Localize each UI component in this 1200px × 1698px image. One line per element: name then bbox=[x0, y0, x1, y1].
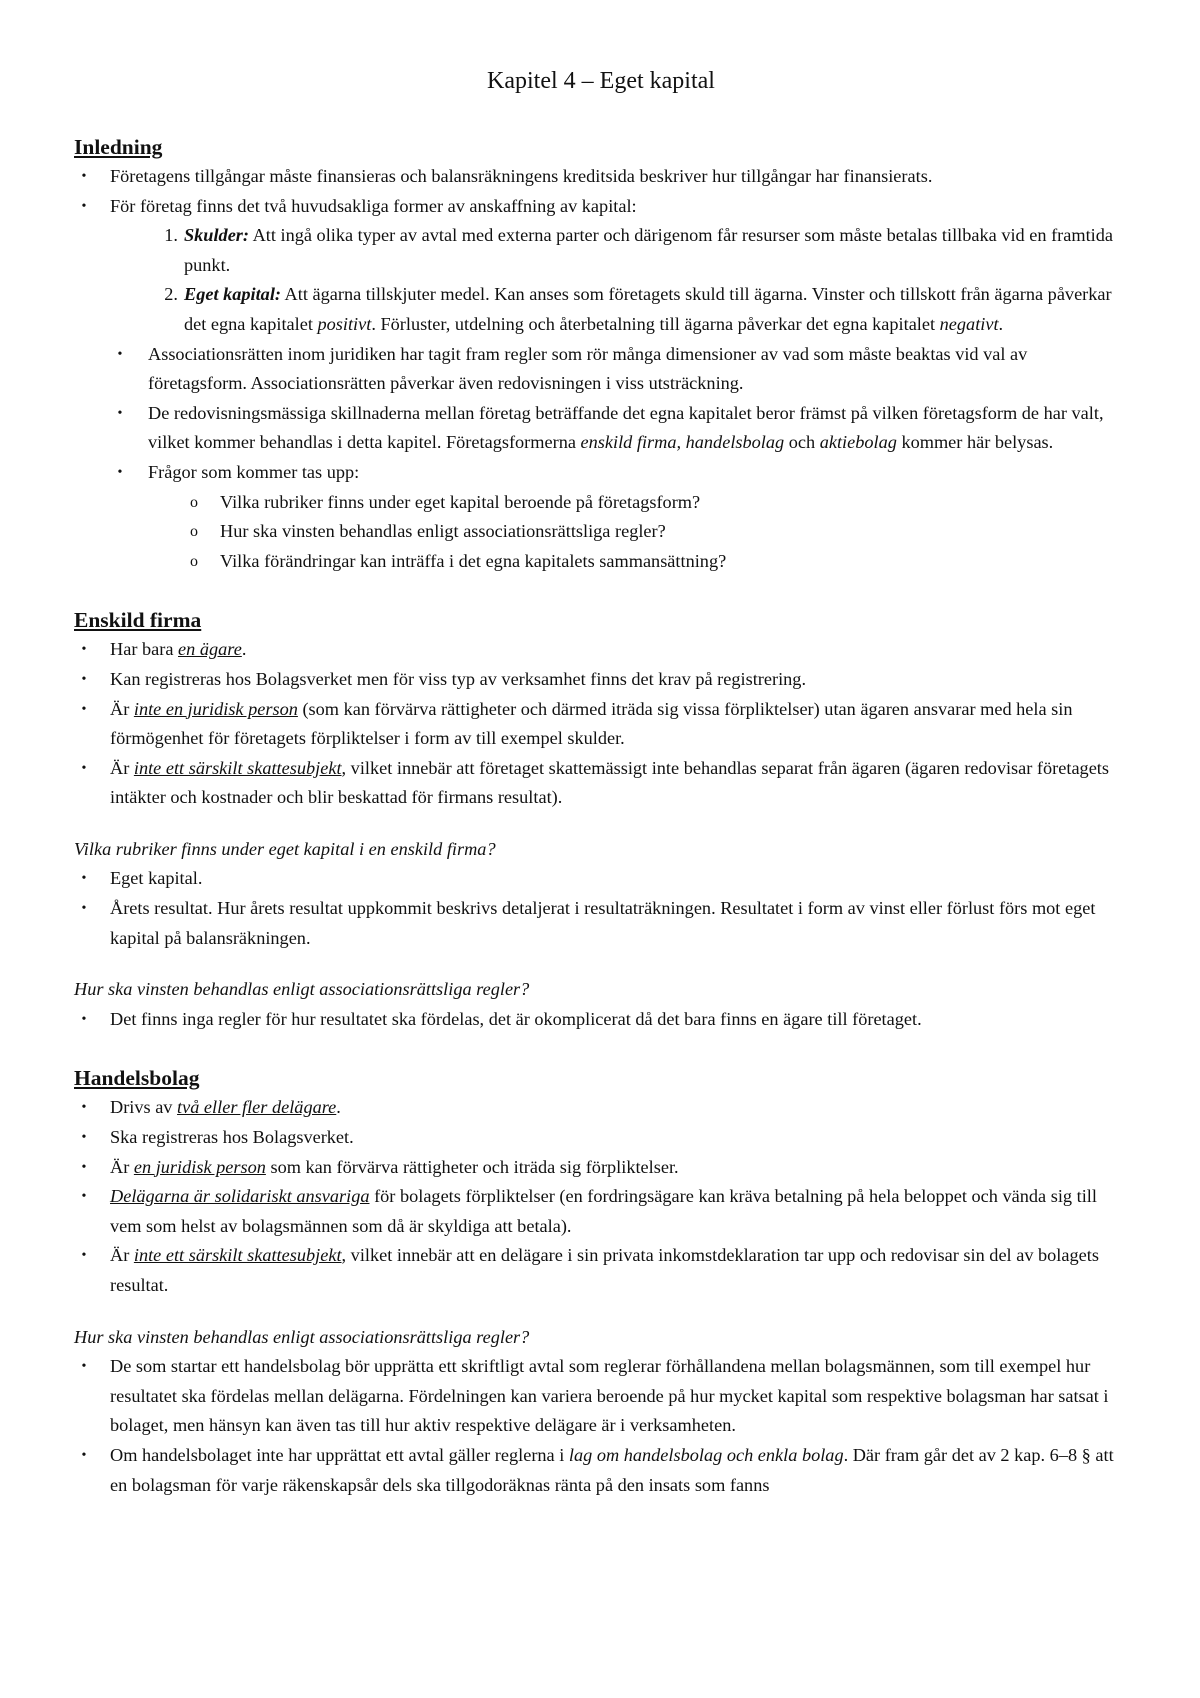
list-item: • Om handelsbolaget inte har upprättat ett avtal gäller reglerna i lag om handelsbolag och enkla bolag. Där fram går det av 2 kap. 6–8 § att en bolagsman för varje räkenskapsår dels ska tillgodoräknas ränta på den insats som fanns bbox=[74, 1441, 1128, 1500]
section-heading-enskild-firma: Enskild firma bbox=[74, 608, 202, 633]
bullet-icon: • bbox=[81, 760, 87, 776]
bullet-icon: • bbox=[81, 1011, 87, 1027]
list-item: • Är inte en juridisk person (som kan förvärva rättigheter och därmed iträda sig vissa förpliktelser) utan ägaren ansvarar med hela sin förmögenhet för företagets förpliktelser i form av till exempel skulder. bbox=[74, 695, 1128, 754]
list-number: 1. bbox=[164, 225, 178, 246]
list-item: • Delägarna är solidariskt ansvariga för bolagets förpliktelser (en fordringsägare kan kräva betalning på hela beloppet och vända sig till vem som helst av bolagsmännen som då är skyldiga att betala). bbox=[74, 1182, 1128, 1241]
list-item: • Drivs av två eller fler delägare. bbox=[74, 1093, 1128, 1123]
bullet-icon: • bbox=[81, 642, 87, 658]
circle-bullet-icon: o bbox=[190, 493, 198, 511]
list-item: o Hur ska vinsten behandlas enligt associationsrättsliga regler? bbox=[74, 517, 1128, 547]
bullet-icon: • bbox=[117, 464, 123, 480]
bullet-icon: • bbox=[81, 198, 87, 214]
page-title: Kapitel 4 – Eget kapital bbox=[487, 68, 715, 94]
list-item: • Det finns inga regler för hur resultatet ska fördelas, det är okomplicerat då det bara finns en ägare till företaget. bbox=[74, 1005, 1128, 1035]
subheading-rubriker: Vilka rubriker finns under eget kapital i en enskild firma? bbox=[74, 838, 496, 859]
list-item: • Företagens tillgångar måste finansieras och balansräkningens kreditsida beskriver hur tillgångar har finansierats. bbox=[74, 162, 1128, 192]
list-item: • Ska registreras hos Bolagsverket. bbox=[74, 1123, 1128, 1153]
capital-forms-list bbox=[74, 221, 1128, 339]
bullet-icon: • bbox=[81, 1189, 87, 1205]
bullet-icon: • bbox=[81, 871, 87, 887]
bullet-icon: • bbox=[81, 1100, 87, 1116]
bullet-icon: • bbox=[81, 1130, 87, 1146]
list-number: 2. bbox=[164, 284, 178, 305]
subheading-vinst-handelsbolag: Hur ska vinsten behandlas enligt associationsrättsliga regler? bbox=[74, 1326, 530, 1347]
bullet-icon: • bbox=[81, 169, 87, 184]
list-item: • Kan registreras hos Bolagsverket men för viss typ av verksamhet finns det krav på registrering. bbox=[74, 665, 1128, 695]
list-item: • De som startar ett handelsbolag bör upprätta ett skriftligt avtal som reglerar förhållandena mellan bolagsmännen, som till exempel hur resultatet ska fördelas mellan delägarna. Fördelningen kan variera beroende på hur mycket kapital som respektive bolagsman har satsat i bolaget, men hänsyn kan även tas till hur aktiv respektive delägare är i verksamheten. bbox=[74, 1352, 1128, 1441]
list-item: • Årets resultat. Hur årets resultat uppkommit beskrivs detaljerat i resultaträkningen. Resultatet i form av vinst eller förlust förs mot eget kapital på balansräkningen. bbox=[74, 894, 1128, 953]
bullet-icon: • bbox=[117, 346, 123, 362]
bullet-icon: • bbox=[81, 1248, 87, 1264]
vinst-enskild-list bbox=[74, 1005, 1128, 1035]
list-item: • Associationsrätten inom juridiken har tagit fram regler som rör många dimensioner av vad som måste beaktas vid val av företagsform. Associationsrätten påverkar även redovisningen i viss utsträckning. bbox=[74, 340, 1128, 399]
list-item: • Har bara en ägare. bbox=[74, 635, 1128, 665]
bullet-icon: • bbox=[81, 901, 87, 917]
bullet-icon: • bbox=[81, 671, 87, 687]
list-item: o Vilka förändringar kan inträffa i det egna kapitalets sammansättning? bbox=[74, 547, 1128, 577]
bullet-icon: • bbox=[81, 1359, 87, 1375]
inledning-list bbox=[74, 162, 1128, 221]
bullet-icon: • bbox=[81, 1447, 87, 1463]
circle-bullet-icon: o bbox=[190, 552, 198, 570]
inledning-sublist bbox=[74, 340, 1128, 488]
vinst-handelsbolag-list bbox=[74, 1352, 1128, 1500]
bullet-icon: • bbox=[81, 1159, 87, 1175]
list-item: • Frågor som kommer tas upp: bbox=[74, 458, 1128, 488]
list-item: • Är inte ett särskilt skattesubjekt, vilket innebär att en delägare i sin privata inkomstdeklaration tar upp och redovisar sin del av bolagets resultat. bbox=[74, 1241, 1128, 1300]
bullet-icon: • bbox=[81, 701, 87, 717]
subheading-vinst-enskild: Hur ska vinsten behandlas enligt associationsrättsliga regler? bbox=[74, 979, 530, 1000]
circle-bullet-icon: o bbox=[190, 523, 198, 541]
section-heading-inledning: Inledning bbox=[74, 135, 163, 159]
rubriker-list bbox=[74, 864, 1128, 953]
list-item: • För företag finns det två huvudsakliga former av anskaffning av kapital: bbox=[74, 192, 1128, 222]
bullet-icon: • bbox=[117, 405, 123, 421]
handelsbolag-list bbox=[74, 1093, 1128, 1300]
list-item: • De redovisningsmässiga skillnaderna mellan företag beträffande det egna kapitalet beror främst på vilken företagsform de har valt, vilket kommer behandlas i detta kapitel. Företagsformerna enskild firma, handelsbolag och aktiebolag kommer här belysas. bbox=[74, 399, 1128, 458]
questions-list bbox=[74, 488, 1128, 577]
list-item: • Eget kapital. bbox=[74, 864, 1128, 894]
list-item: • Är inte ett särskilt skattesubjekt, vilket innebär att företaget skattemässigt inte behandlas separat från ägaren (ägaren redovisar företagets intäkter och kostnader och blir beskattad för firmans resultat). bbox=[74, 754, 1128, 813]
section-heading-handelsbolag: Handelsbolag bbox=[74, 1066, 200, 1091]
list-item: 1. Skulder: Att ingå olika typer av avtal med externa parter och därigenom får resurser som måste betalas tillbaka vid en framtida punkt. bbox=[74, 221, 1128, 280]
list-item: o Vilka rubriker finns under eget kapital beroende på företagsform? bbox=[74, 488, 1128, 518]
enskild-list bbox=[74, 635, 1128, 813]
list-item: 2. Eget kapital: Att ägarna tillskjuter medel. Kan anses som företagets skuld till ägarna. Vinster och tillskott från ägarna påverkar det egna kapitalet positivt. Förluster, utdelning och återbetalning till ägarna påverkar det egna kapitalet negativt. bbox=[74, 280, 1128, 339]
list-item: • Är en juridisk person som kan förvärva rättigheter och iträda sig förpliktelser. bbox=[74, 1153, 1128, 1183]
